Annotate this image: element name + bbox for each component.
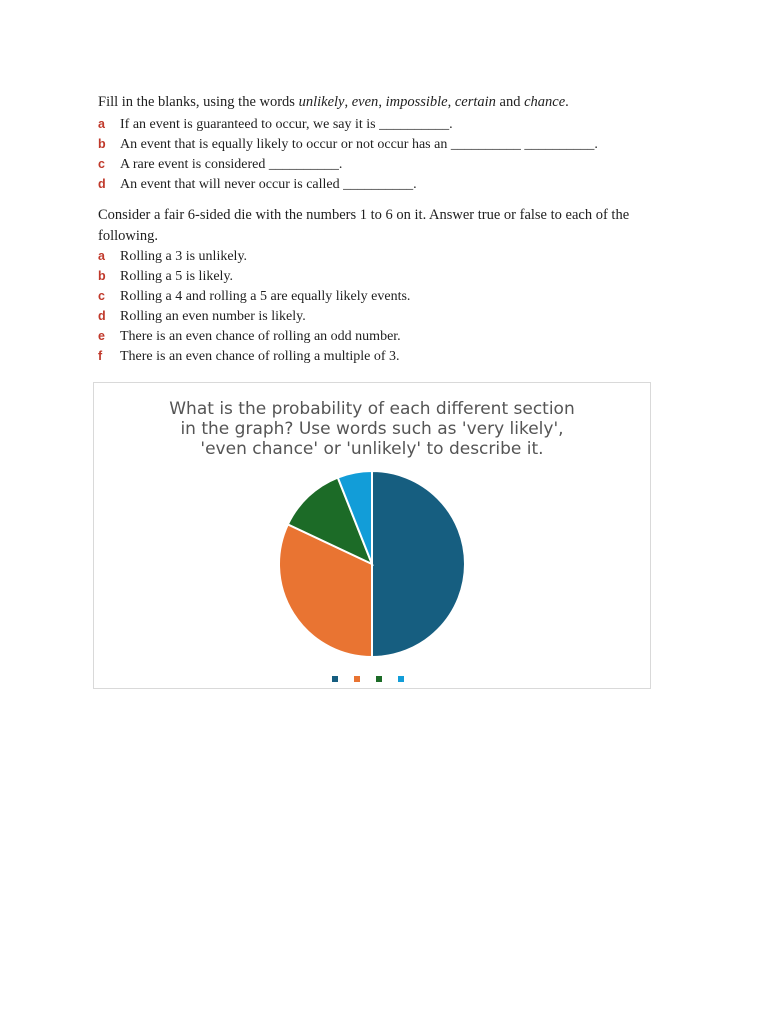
item-text: Rolling a 5 is likely. — [120, 269, 234, 284]
true-false-item — [98, 249, 247, 265]
word-certain: certain — [454, 94, 496, 110]
fill-in-instruction — [98, 94, 569, 111]
true-false-instruction: Consider a fair 6-sided die with the numbers 1 to 6 on it. Answer true or false to each of the following. — [98, 207, 630, 244]
true-false-item — [98, 309, 306, 325]
item-letter: e — [98, 329, 105, 343]
legend-swatch-2 — [354, 676, 360, 682]
item-letter: a — [98, 117, 105, 131]
item-text: There is an even chance of rolling an odd number. — [120, 329, 401, 344]
item-letter: b — [98, 269, 106, 283]
separator: , — [447, 94, 455, 110]
pie-chart — [94, 383, 650, 688]
item-text: An event that will never occur is called __________. — [120, 177, 417, 192]
true-false-item — [98, 329, 401, 345]
chart-title-line: in the graph? Use words such as 'very likely', — [180, 419, 564, 439]
separator: , — [344, 94, 352, 110]
true-false-item — [98, 289, 410, 305]
item-letter: d — [98, 309, 106, 323]
item-letter: b — [98, 137, 106, 151]
item-text: Rolling a 3 is unlikely. — [120, 249, 248, 264]
word-even: even — [351, 94, 379, 110]
item-letter: d — [98, 177, 106, 191]
chart-title-line: 'even chance' or 'unlikely' to describe it. — [200, 439, 544, 459]
chart-title-line: What is the probability of each different section — [169, 399, 575, 419]
separator: . — [565, 94, 569, 110]
pie-chart-container — [93, 382, 651, 689]
fill-in-item — [98, 177, 417, 193]
item-letter: c — [98, 289, 105, 303]
item-text: Rolling an even number is likely. — [120, 309, 306, 324]
instruction-text: Fill in the blanks, using the words — [98, 94, 299, 110]
fill-in-item — [98, 157, 342, 173]
word-impossible: impossible — [385, 94, 448, 110]
word-chance: chance — [524, 94, 566, 110]
pie-slice-1 — [372, 471, 465, 657]
true-false-item — [98, 269, 233, 285]
fill-in-item — [98, 137, 598, 153]
separator: and — [495, 94, 525, 110]
item-text: If an event is guaranteed to occur, we say it is __________. — [120, 117, 453, 132]
legend-swatch-1 — [332, 676, 338, 682]
item-letter: c — [98, 157, 105, 171]
fill-in-item — [98, 117, 453, 133]
word-unlikely: unlikely — [298, 94, 345, 110]
item-text: There is an even chance of rolling a multiple of 3. — [120, 349, 400, 364]
item-text: A rare event is considered __________. — [120, 157, 343, 172]
item-letter: a — [98, 249, 105, 263]
item-text: Rolling a 4 and rolling a 5 are equally likely events. — [120, 289, 411, 304]
item-letter: f — [98, 349, 103, 363]
separator: , — [378, 94, 386, 110]
legend-swatch-3 — [376, 676, 382, 682]
legend-swatch-4 — [398, 676, 404, 682]
item-text: An event that is equally likely to occur or not occur has an __________ __________. — [120, 137, 598, 152]
true-false-item — [98, 349, 400, 365]
